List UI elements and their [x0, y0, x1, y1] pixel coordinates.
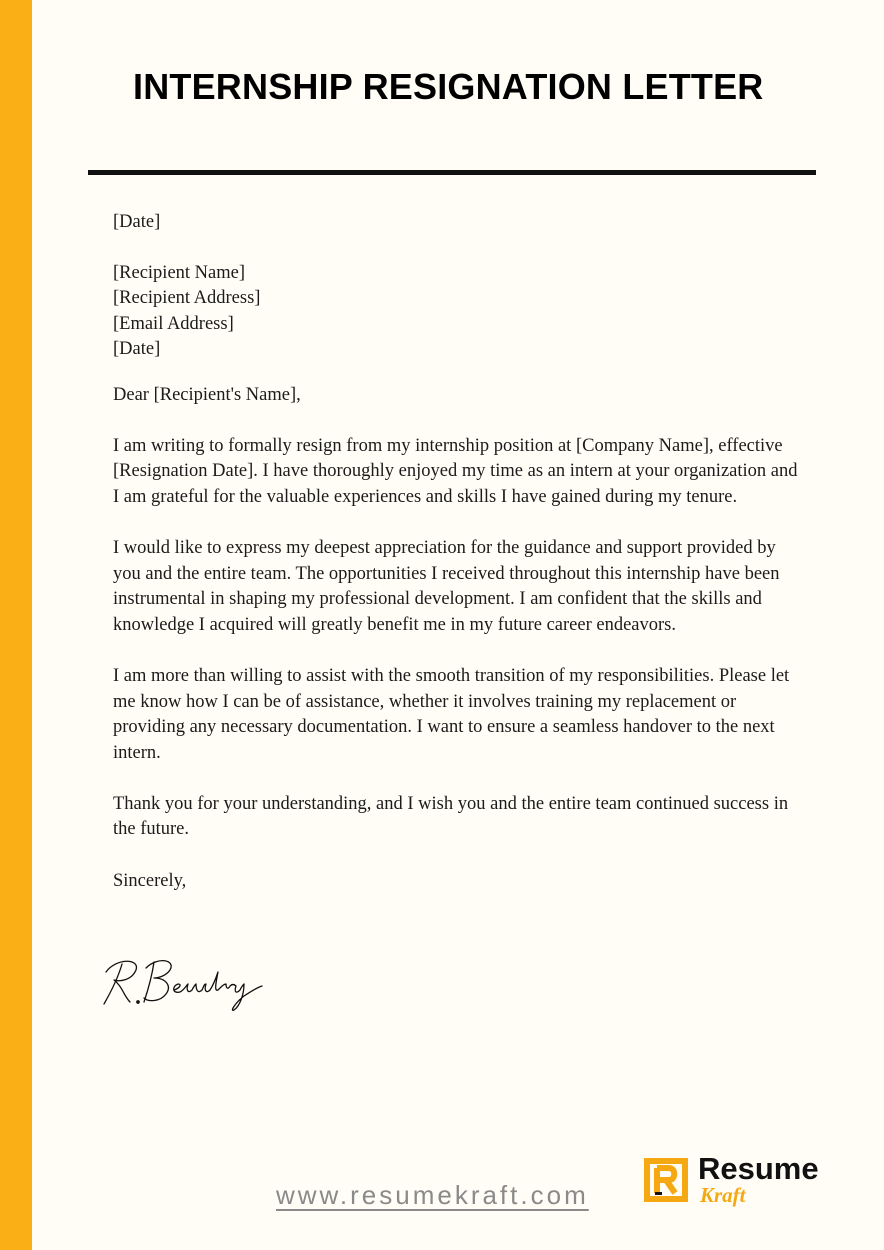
logo-wordmark-resume: Resume: [698, 1151, 819, 1186]
recipient-block: [113, 261, 803, 363]
handwritten-signature: [100, 950, 270, 1012]
closing: Sincerely,: [113, 870, 187, 891]
paragraph-4: Thank you for your understanding, and I wish you and the entire team continued success in the future.: [113, 793, 789, 840]
logo-wordmark-kraft: Kraft: [700, 1183, 746, 1207]
recipient-address: [Recipient Address]: [113, 288, 261, 309]
letter-body: [113, 210, 803, 894]
paragraph-1: I am writing to formally resign from my internship position at [Company Name], effective [Resignation Date]. I have thoroughly enjoyed my time as an intern at your organization and I am grateful for the valuable experiences and skills I have gained during my tenure.: [113, 435, 798, 507]
greeting: Dear [Recipient's Name],: [113, 384, 301, 405]
letter-date: [Date]: [113, 212, 161, 232]
footer-url-link[interactable]: www.resumekraft.com: [276, 1180, 589, 1210]
resumekraft-logo-icon: [642, 1156, 690, 1204]
accent-side-bar: [0, 0, 32, 1250]
recipient-email: [Email Address]: [113, 313, 234, 334]
page-title: INTERNSHIP RESIGNATION LETTER: [133, 66, 764, 107]
paragraph-3: I am more than willing to assist with the smooth transition of my responsibilities. Please let me know how I can be of assistance, whether it involves training my replacement or providing any necessary documentation. I want to ensure a seamless handover to the next intern.: [113, 665, 790, 763]
recipient-date: [Date]: [113, 339, 161, 360]
title-divider: [88, 170, 816, 175]
recipient-name: [Recipient Name]: [113, 262, 246, 283]
paragraph-2: I would like to express my deepest appreciation for the guidance and support provided by you and the entire team. The opportunities I received throughout this internship have been instrumental in shaping my professional development. I am confident that the skills and knowledge I acquired will greatly benefit me in my future career endeavors.: [113, 537, 780, 635]
